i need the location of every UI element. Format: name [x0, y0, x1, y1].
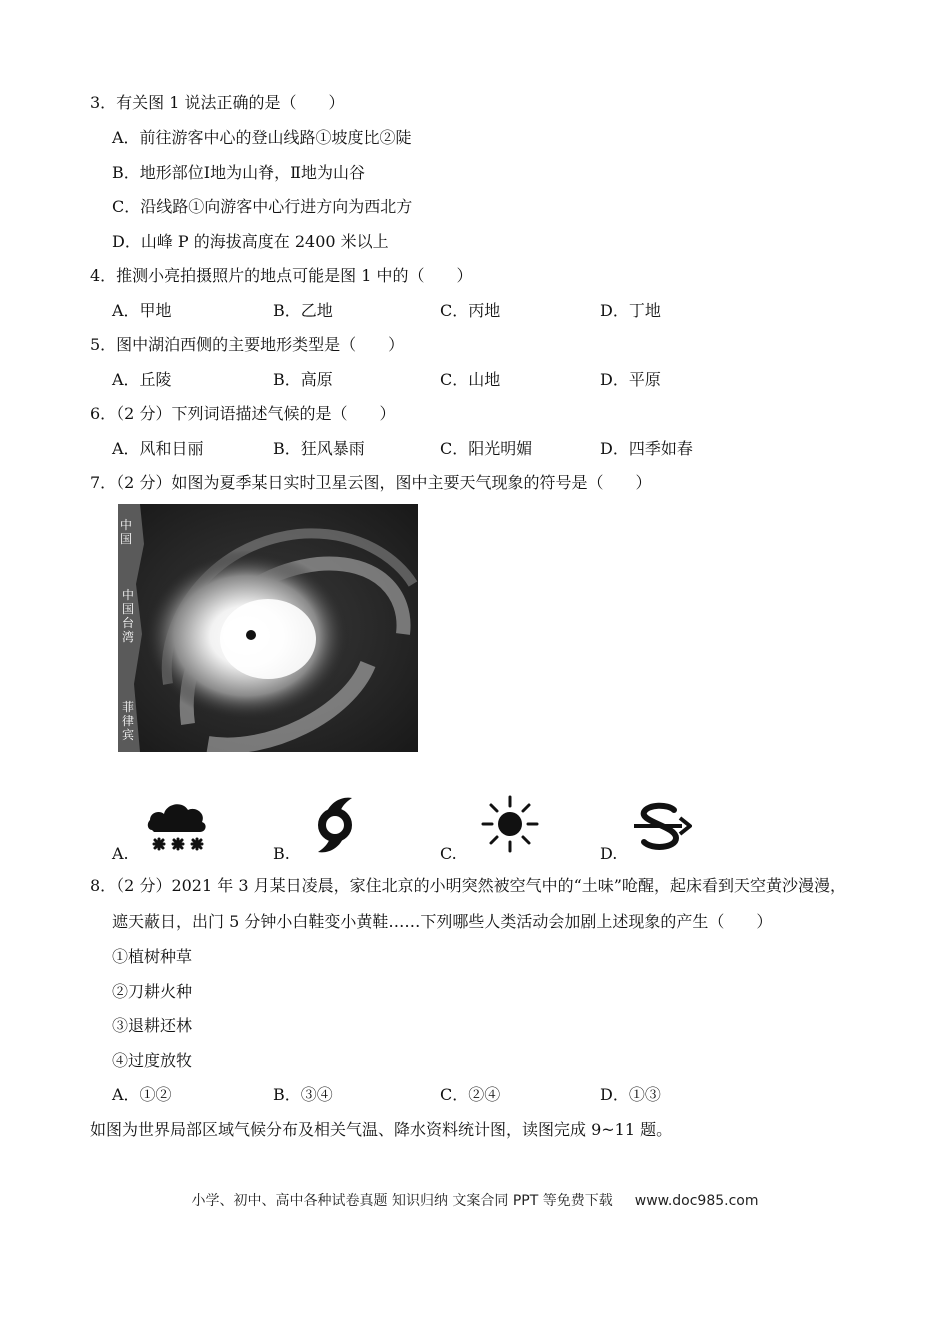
- question-5-option-c: C．山地: [440, 370, 501, 389]
- question-8-item-3: ③退耕还林: [112, 1016, 193, 1035]
- snow-icon: [146, 792, 210, 860]
- question-7-stem: 7．（2 分）如图为夏季某日实时卫星云图，图中主要天气现象的符号是（ ）: [90, 473, 652, 492]
- question-4-option-d: D．丁地: [600, 301, 661, 320]
- question-6-option-d: D．四季如春: [600, 439, 693, 458]
- question-4-stem: 4．推测小亮拍摄照片的地点可能是图 1 中的（ ）: [90, 266, 473, 285]
- map-label-china: 中国: [120, 518, 133, 546]
- satellite-cloud-image: [118, 504, 418, 752]
- question-5-option-a: A．丘陵: [112, 370, 172, 389]
- typhoon-icon: [312, 794, 358, 860]
- question-4-option-b: B．乙地: [273, 301, 333, 320]
- questions-9-11-intro: 如图为世界局部区域气候分布及相关气温、降水资料统计图，读图完成 9~11 题。: [90, 1120, 673, 1139]
- question-3-option-c: C．沿线路①向游客中心行进方向为西北方: [112, 197, 413, 216]
- question-6-option-a: A．风和日丽: [112, 439, 204, 458]
- page-footer: [0, 1190, 950, 1210]
- question-8-item-2: ②刀耕火种: [112, 982, 193, 1001]
- question-6-stem: 6．（2 分）下列词语描述气候的是（ ）: [90, 404, 396, 423]
- map-label-philippines: 菲律宾: [122, 700, 135, 742]
- question-3-option-b: B．地形部位Ⅰ地为山脊，Ⅱ地为山谷: [112, 163, 365, 182]
- question-8-item-1: ①植树种草: [112, 947, 193, 966]
- question-7-option-b: B.: [273, 844, 290, 863]
- question-6-option-c: C．阳光明媚: [440, 439, 533, 458]
- question-8-option-b: B．③④: [273, 1085, 333, 1104]
- map-label-taiwan: 中国台湾: [122, 588, 135, 644]
- question-8-item-4: ④过度放牧: [112, 1051, 193, 1070]
- typhoon-eye: [246, 630, 256, 640]
- question-6-option-b: B．狂风暴雨: [273, 439, 365, 458]
- question-8-stem-line2: 遮天蔽日，出门 5 分钟小白鞋变小黄鞋……下列哪些人类活动会加剧上述现象的产生（ ）: [112, 912, 773, 931]
- question-5-option-d: D．平原: [600, 370, 661, 389]
- sunny-icon: [480, 794, 540, 858]
- question-8-option-a: A．①②: [112, 1085, 172, 1104]
- footer-url[interactable]: www.doc985.com: [634, 1193, 759, 1209]
- sandstorm-icon: [632, 800, 692, 858]
- question-3-option-d: D．山峰 P 的海拔高度在 2400 米以上: [112, 232, 389, 251]
- question-5-option-b: B．高原: [273, 370, 333, 389]
- question-7-option-c: C.: [440, 844, 457, 863]
- question-8-stem-line1: 8．（2 分）2021 年 3 月某日凌晨，家住北京的小明突然被空气中的“土味”呛醒，起床看到天空黄沙漫漫，: [90, 876, 846, 895]
- question-5-stem: 5．图中湖泊西侧的主要地形类型是（ ）: [90, 335, 405, 354]
- question-7-option-d: D.: [600, 844, 618, 863]
- question-3-option-a: A．前往游客中心的登山线路①坡度比②陡: [112, 128, 412, 147]
- question-8-option-c: C．②④: [440, 1085, 501, 1104]
- question-7-option-a: A.: [112, 844, 129, 863]
- footer-text: 小学、初中、高中各种试卷真题 知识归纳 文案合同 PPT 等免费下载: [191, 1193, 613, 1209]
- question-4-option-c: C．丙地: [440, 301, 501, 320]
- question-3-stem: 3．有关图 1 说法正确的是（ ）: [90, 93, 345, 112]
- typhoon-cloud-illustration: [118, 504, 418, 752]
- question-4-option-a: A．甲地: [112, 301, 172, 320]
- question-8-option-d: D．①③: [600, 1085, 661, 1104]
